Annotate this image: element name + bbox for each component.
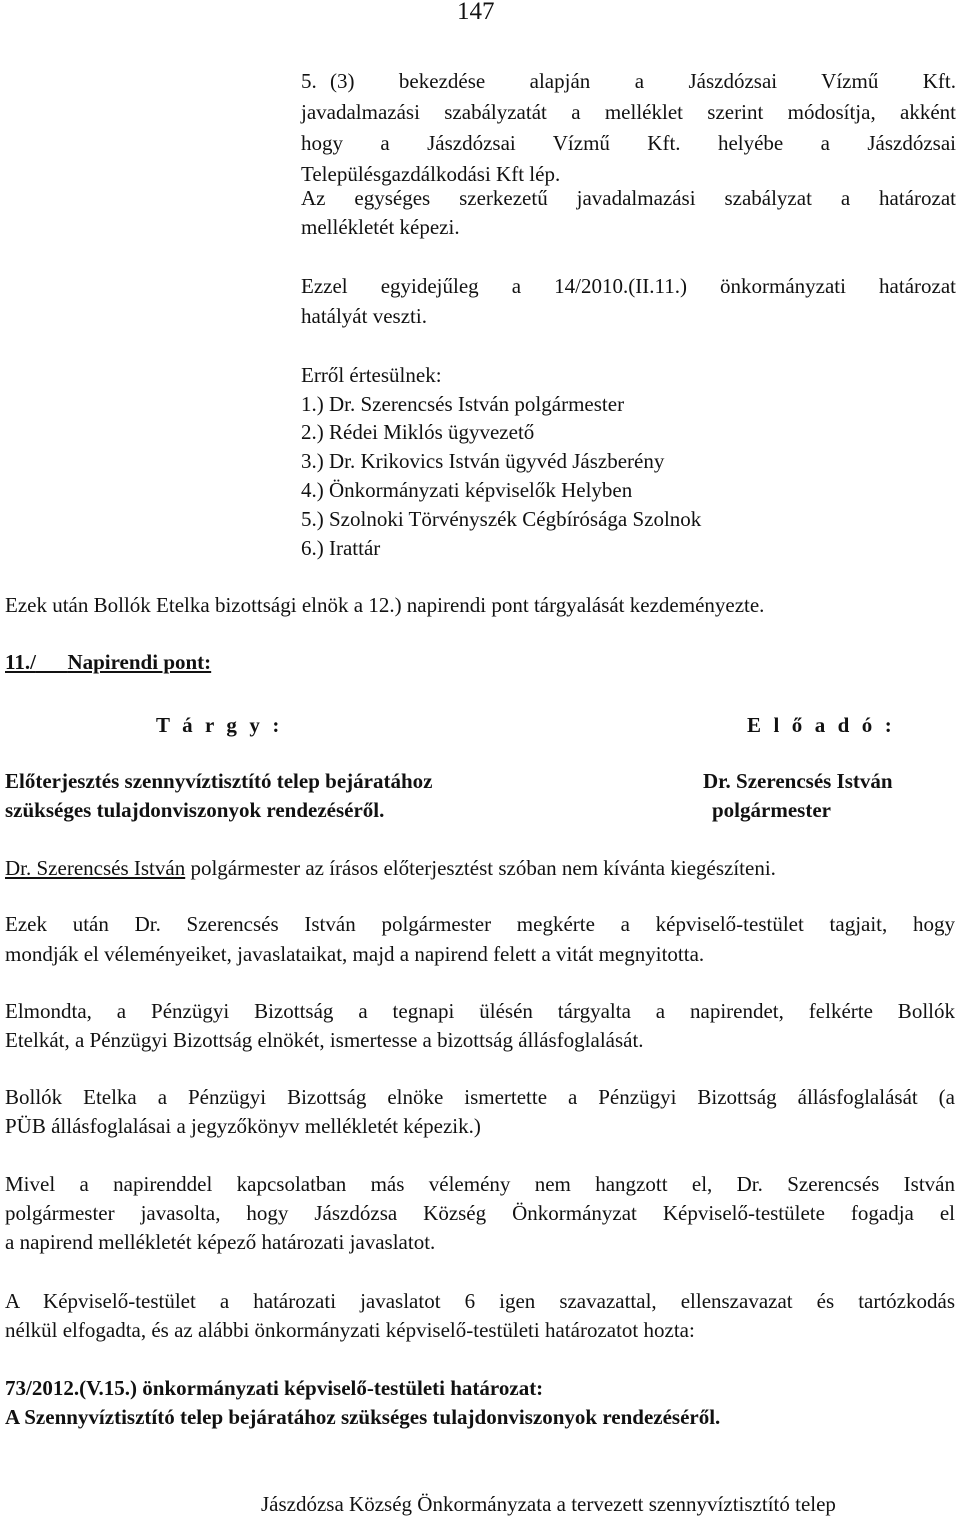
agenda-label: Napirendi pont:: [67, 650, 212, 674]
paragraph-line: PÜB állásfoglalásai a jegyzőkönyv mellékletét képezik.): [5, 1114, 481, 1138]
resolution-73-title: A Szennyvíztisztító telep bejáratához szükséges tulajdonviszonyok rendezéséről.: [5, 1405, 721, 1429]
intro-line: Ezek után Bollók Etelka bizottsági elnök a 12.) napirendi pont tárgyalását kezdeményezte.: [5, 593, 765, 617]
subject-heading: T á r g y :: [156, 713, 283, 737]
notify-item: 2.) Rédei Miklós ügyvezető: [301, 420, 535, 444]
resolution-5-line-1: 5. (3) bekezdése alapján a Jászdózsai Vízmű Kft.: [301, 67, 956, 96]
paragraph-line: Mivel a napirenddel kapcsolatban más vélemény nem hangzott el, Dr. Szerencsés István: [5, 1172, 955, 1196]
paragraph-line: a napirend mellékletét képező határozati javaslatot.: [5, 1230, 436, 1254]
subject-line-2: szükséges tulajdonviszonyok rendezéséről.: [5, 798, 385, 822]
repeal-line-2: hatályát veszti.: [301, 304, 427, 328]
resolution-5-line-5: Az egységes szerkezetű javadalmazási szabályzat a határozat: [301, 186, 956, 210]
subject-line-1: Előterjesztés szennyvíztisztító telep bejáratához: [5, 769, 433, 793]
resolution-5-number: 5.: [301, 69, 317, 93]
paragraph-line: A Képviselő-testület a határozati javaslatot 6 igen szavazattal, ellenszavazat és tartózkodás: [5, 1289, 955, 1313]
paragraph-line: mondják el véleményeiket, javaslataikat, majd a napirend felett a vitát megnyitotta.: [5, 942, 705, 966]
repeal-line-1: Ezzel egyidejűleg a 14/2010.(II.11.) önkormányzati határozat: [301, 274, 956, 298]
resolution-73-number: 73/2012.(V.15.) önkormányzati képviselő-testületi határozat:: [5, 1376, 544, 1400]
resolution-5-line-3: hogy a Jászdózsai Vízmű Kft. helyébe a Jászdózsai: [301, 131, 956, 155]
notify-item: 3.) Dr. Krikovics István ügyvéd Jászberény: [301, 449, 665, 473]
resolution-5-line-6: mellékletét képezi.: [301, 215, 460, 239]
notify-item: 5.) Szolnoki Törvényszék Cégbírósága Szolnok: [301, 507, 702, 531]
paragraph-line: polgármester javasolta, hogy Jászdózsa Község Önkormányzat Képviselő-testülete fogadja el: [5, 1201, 955, 1225]
page-number: 147: [457, 0, 495, 25]
resolution-5-line-2: javadalmazási szabályzatát a melléklet szerint módosítja, akként: [301, 100, 956, 124]
resolution-5-line-4: Településgazdálkodási Kft lép.: [301, 162, 561, 186]
presenter-heading: E l ő a d ó :: [747, 713, 896, 737]
mayor-name: Dr. Szerencsés István: [5, 856, 186, 880]
notify-item: 6.) Irattár: [301, 536, 381, 560]
footer-line: Jászdózsa Község Önkormányzata a tervezett szennyvíztisztító telep: [261, 1492, 836, 1516]
paragraph-line: nélkül elfogadta, és az alábbi önkormányzati képviselő-testületi határozatot hozta:: [5, 1318, 695, 1342]
paragraph-line: Bollók Etelka a Pénzügyi Bizottság elnöke ismertette a Pénzügyi Bizottság állásfoglalását (a: [5, 1085, 955, 1109]
notify-item: 1.) Dr. Szerencsés István polgármester: [301, 392, 625, 416]
presenter-line-2: polgármester: [712, 798, 831, 822]
agenda-heading: [5, 648, 255, 677]
notify-item: 4.) Önkormányzati képviselők Helyben: [301, 478, 633, 502]
notify-heading: Erről értesülnek:: [301, 363, 442, 387]
paragraph-line: Etelkát, a Pénzügyi Bizottság elnökét, ismertesse a bizottság állásfoglalását.: [5, 1028, 644, 1052]
presenter-line-1: Dr. Szerencsés István: [703, 769, 893, 793]
paragraph-mayor-statement: Dr. Szerencsés István polgármester az írásos előterjesztést szóban nem kívánta kiegészíteni.: [5, 856, 776, 880]
paragraph-line: Elmondta, a Pénzügyi Bizottság a tegnapi ülésén tárgyalta a napirendet, felkérte Bollók: [5, 999, 955, 1023]
paragraph-line: Ezek után Dr. Szerencsés István polgármester megkérte a képviselő-testület tagjait, hogy: [5, 912, 955, 936]
agenda-number: 11./: [5, 650, 36, 674]
